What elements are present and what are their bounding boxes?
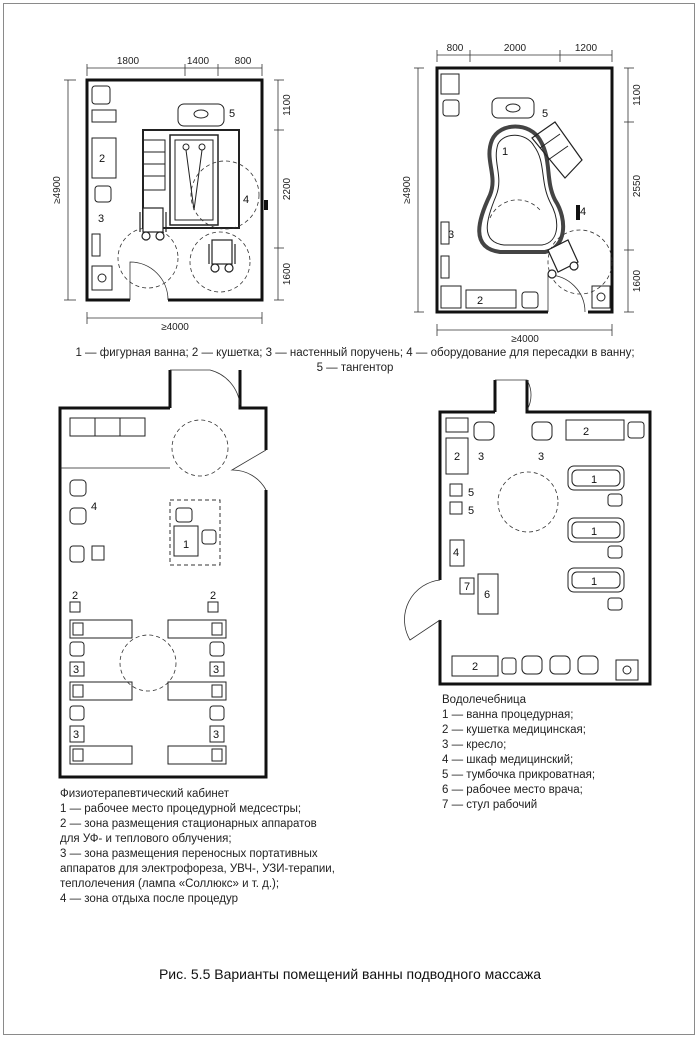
label-2: 2 xyxy=(99,153,106,165)
label-1-c: 1 xyxy=(591,576,598,588)
label-5-b: 5 xyxy=(468,505,475,517)
tangentor xyxy=(178,104,224,126)
label-2-couch: 2 xyxy=(454,451,461,463)
wheelchair-icon xyxy=(548,240,578,278)
plan-hydrotherapy xyxy=(404,380,650,684)
label-1: 1 xyxy=(502,146,509,158)
figure-title: Рис. 5.5 Варианты помещений ванны подводного массажа xyxy=(158,966,542,982)
wheelchair-icon xyxy=(140,208,235,272)
dim-top-1: 800 xyxy=(446,43,464,54)
physio-item-2b: для УФ- и теплового облучения; xyxy=(60,833,232,845)
walls xyxy=(437,68,612,312)
dim-top-3: 800 xyxy=(234,56,252,67)
label-4: 4 xyxy=(580,206,587,218)
dim-right-3: 1600 xyxy=(282,262,293,286)
label-3-d: 3 xyxy=(213,729,220,741)
physio-item-3b: аппаратов для электрофореза, УВЧ-, УЗИ-терапии, xyxy=(60,863,335,875)
physio-item-1: 1 — рабочее место процедурной медсестры; xyxy=(60,803,302,815)
top-legend-line-1: 1 — фигурная ванна; 2 — кушетка; 3 — настенный поручень; 4 — оборудование для пересадки в ванну; xyxy=(75,347,635,359)
hydro-legend xyxy=(442,693,682,813)
label-4: 4 xyxy=(453,547,460,559)
hydro-item-2: 2 — кушетка медицинская; xyxy=(442,724,586,736)
dim-top-2: 2000 xyxy=(503,43,527,54)
label-2-top: 2 xyxy=(583,426,590,438)
label-3-a: 3 xyxy=(478,451,485,463)
physio-item-3c: теплолечения (лампа «Соллюкс» и т. д.); xyxy=(60,878,280,890)
label-2: 2 xyxy=(477,295,484,307)
physio-title: Физиотерапевтический кабинет xyxy=(60,788,230,800)
dim-bottom: ≥4000 xyxy=(511,334,539,345)
label-1-b: 1 xyxy=(591,526,598,538)
label-5: 5 xyxy=(229,108,236,120)
physio-item-3a: 3 — зона размещения переносных портативных xyxy=(60,848,318,860)
label-5: 5 xyxy=(542,108,549,120)
dim-left: ≥4900 xyxy=(402,176,413,204)
walls xyxy=(60,370,266,777)
dim-top-1: 1800 xyxy=(116,56,140,67)
hydro-item-5: 5 — тумбочка прикроватная; xyxy=(442,769,596,781)
hydro-title: Водолечебница xyxy=(442,694,526,706)
label-6: 6 xyxy=(484,589,491,601)
hydro-item-6: 6 — рабочее место врача; xyxy=(442,784,583,796)
dim-left: ≥4900 xyxy=(52,176,63,204)
label-2-right: 2 xyxy=(210,590,217,602)
door-swing xyxy=(130,262,168,300)
couch xyxy=(466,290,516,308)
physio-legend xyxy=(60,787,390,907)
figure-bath xyxy=(479,127,563,253)
dim-right-1: 1100 xyxy=(282,94,293,116)
plan-bath-variant-2 xyxy=(402,43,643,345)
label-3-b: 3 xyxy=(213,664,220,676)
physio-item-4: 4 — зона отдыха после процедур xyxy=(60,893,239,905)
top-legend-line-2: 5 — тангентор xyxy=(316,362,394,374)
hydro-item-3: 3 — кресло; xyxy=(442,739,507,751)
dim-right-2: 2200 xyxy=(282,177,293,201)
label-7: 7 xyxy=(464,581,471,593)
dim-right-2: 2550 xyxy=(632,174,643,198)
dimension-lines xyxy=(64,64,284,324)
label-3: 3 xyxy=(448,229,455,241)
hydro-item-4: 4 — шкаф медицинский; xyxy=(442,754,574,766)
bath xyxy=(170,135,218,225)
dim-right-1: 1100 xyxy=(632,84,643,106)
label-5-a: 5 xyxy=(468,487,475,499)
plan-bath-variant-1 xyxy=(52,56,293,333)
label-1: 1 xyxy=(183,539,190,551)
dim-top-2: 1400 xyxy=(186,56,210,67)
dim-right-3: 1600 xyxy=(632,269,643,293)
physio-item-2a: 2 — зона размещения стационарных аппаратов xyxy=(60,818,317,830)
label-1-a: 1 xyxy=(591,474,598,486)
label-3-b: 3 xyxy=(538,451,545,463)
dim-top-3: 1200 xyxy=(574,43,598,54)
hydro-item-1: 1 — ванна процедурная; xyxy=(442,709,574,721)
label-2-bottom: 2 xyxy=(472,661,479,673)
label-2-left: 2 xyxy=(72,590,79,602)
couch-rows xyxy=(70,620,226,764)
dim-bottom: ≥4000 xyxy=(161,322,189,333)
nurse-zone xyxy=(170,500,220,565)
label-3-c: 3 xyxy=(73,729,80,741)
hydro-item-7: 7 — стул рабочий xyxy=(442,799,538,811)
label-4: 4 xyxy=(243,194,250,206)
plan-physiotherapy-room xyxy=(60,370,266,777)
top-legend xyxy=(60,346,650,376)
label-3-a: 3 xyxy=(73,664,80,676)
label-4: 4 xyxy=(91,501,98,513)
walls xyxy=(440,380,650,684)
label-3: 3 xyxy=(98,213,105,225)
